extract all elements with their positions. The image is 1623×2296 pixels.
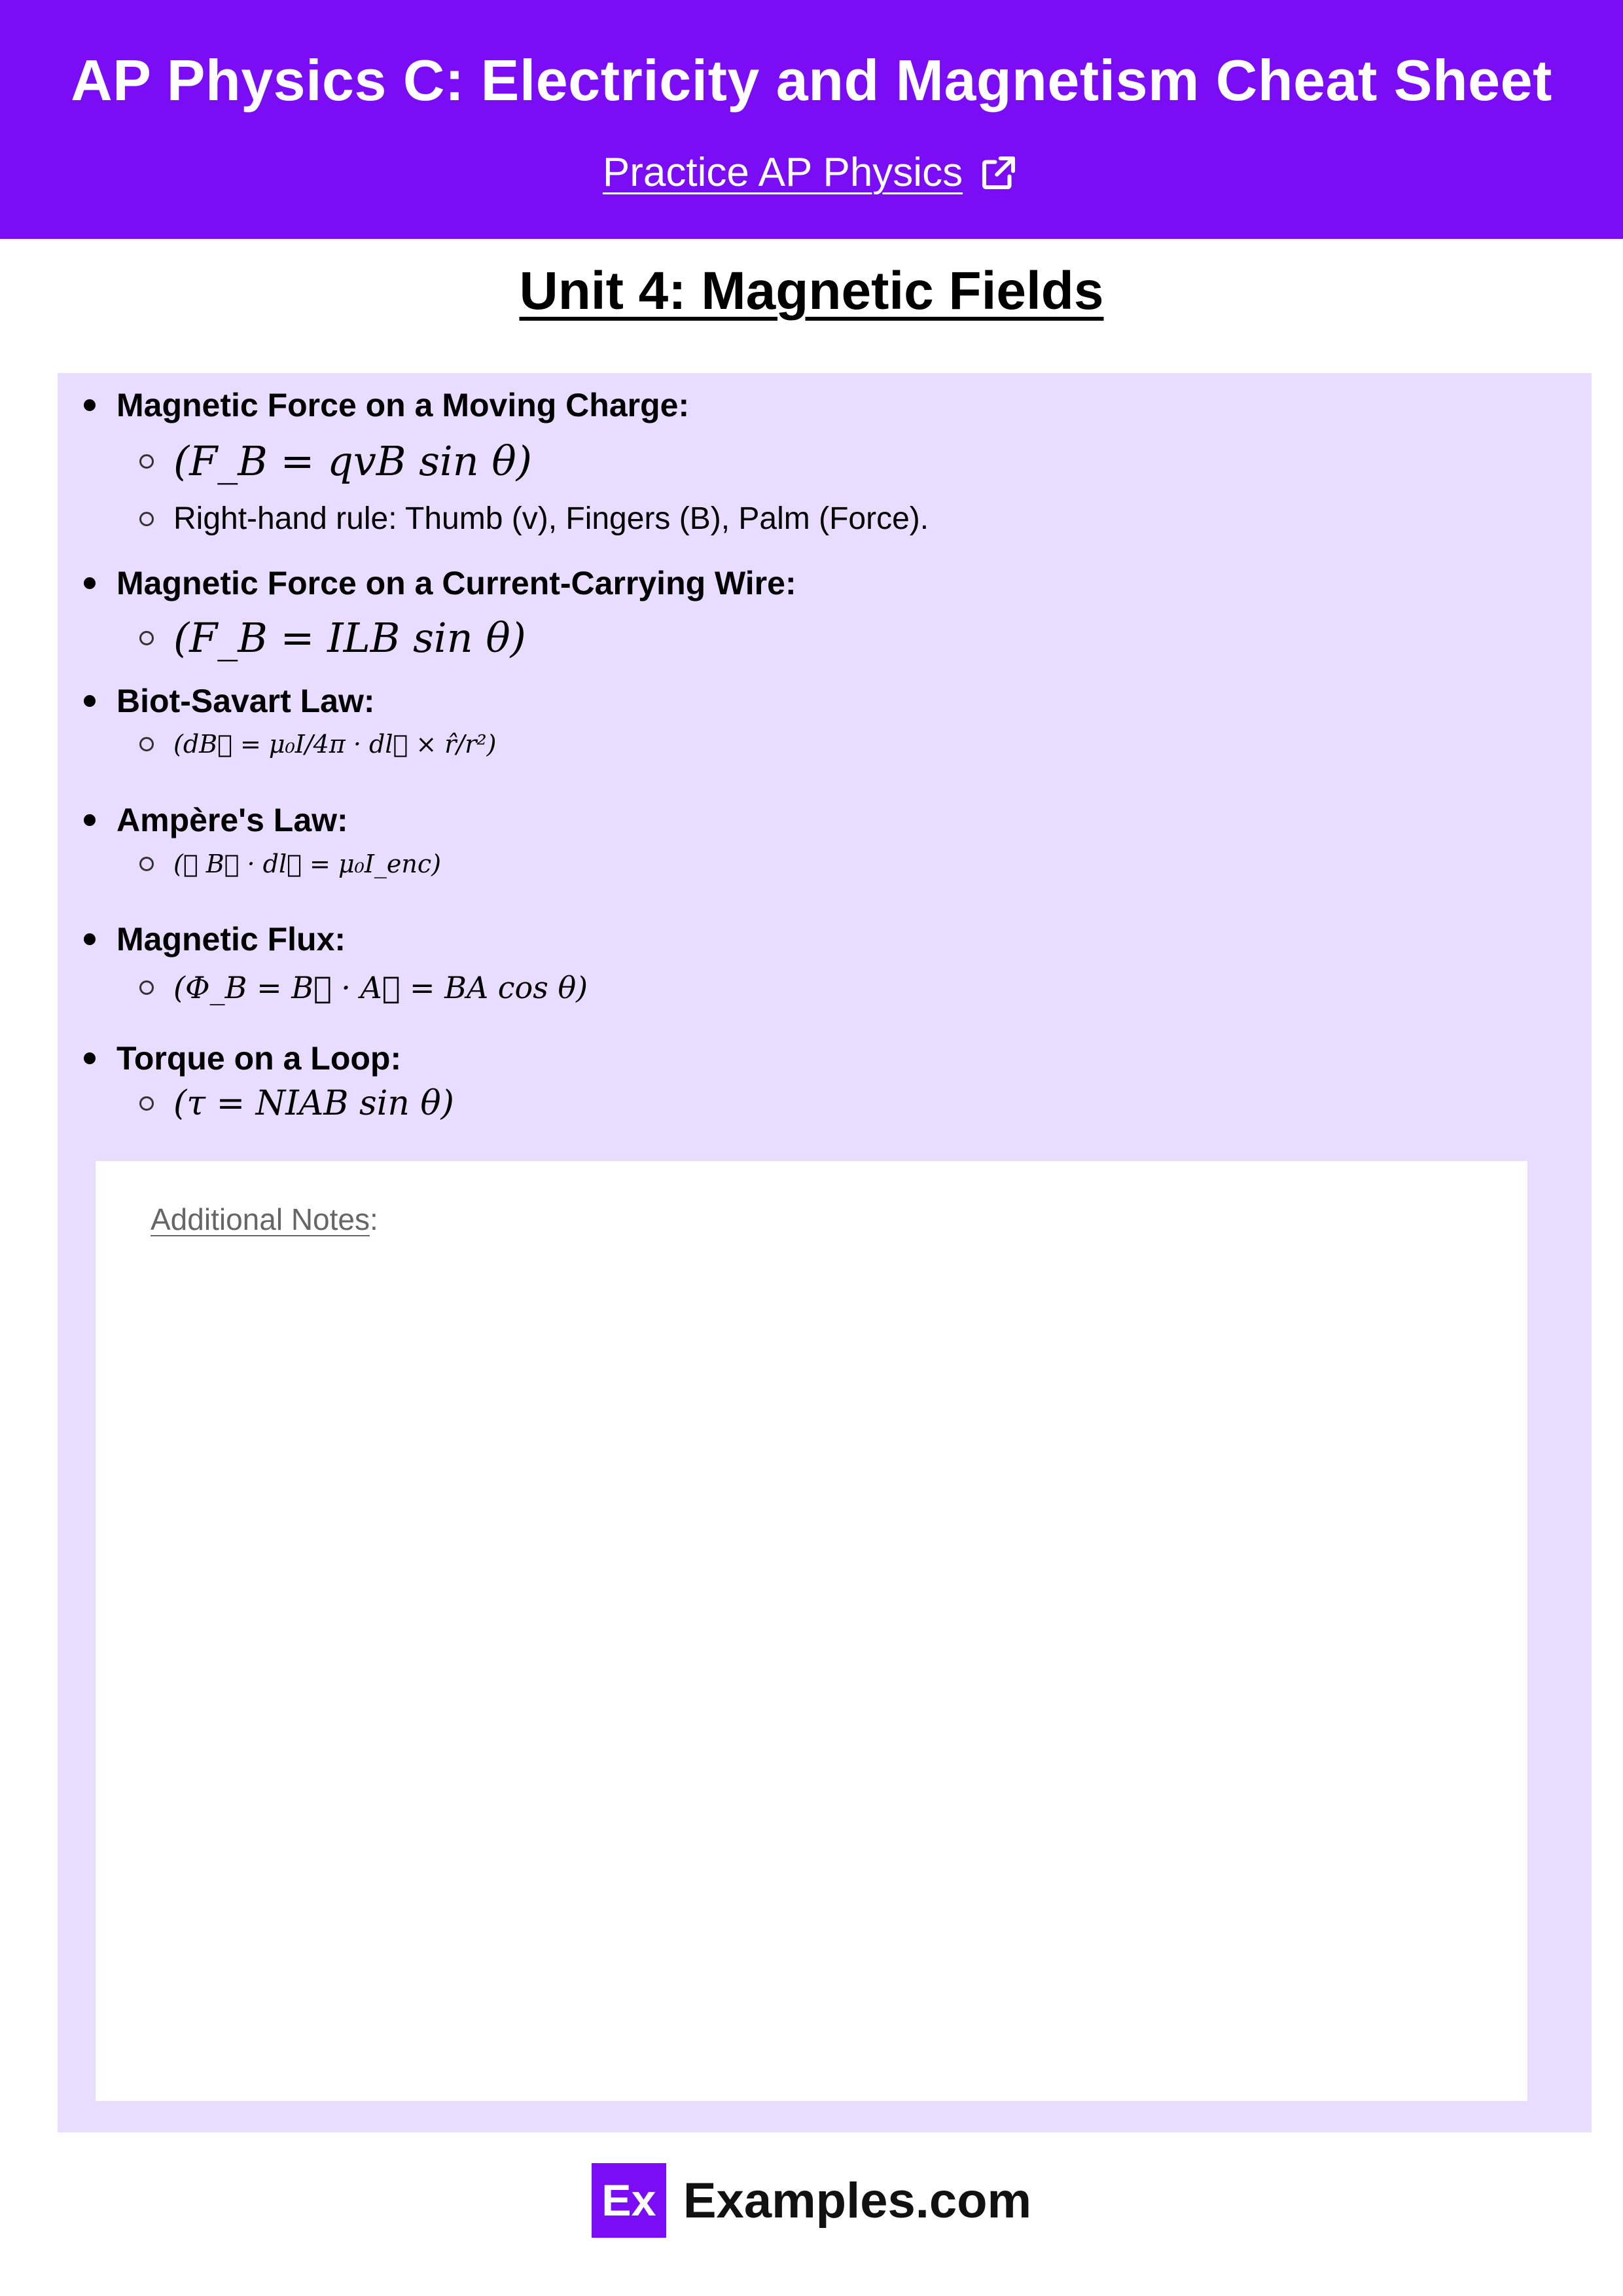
sub-bullet-icon [139, 454, 154, 469]
brand-name[interactable]: Examples.com [683, 2172, 1032, 2229]
notes-label-text: Additional Notes [151, 1202, 370, 1236]
bullet-icon [84, 399, 96, 411]
practice-link[interactable] [0, 149, 1623, 196]
page-title: AP Physics C: Electricity and Magnetism Cheat Sheet [71, 48, 1552, 113]
sub-bullet-icon [139, 857, 154, 871]
formula: (τ = NIAB sin θ) [173, 1084, 454, 1123]
topic-label: Magnetic Flux: [116, 921, 346, 958]
topic-biot-savart [84, 682, 375, 720]
notes-label-colon: : [369, 1202, 378, 1236]
footer [0, 2163, 1623, 2238]
content-panel [58, 373, 1592, 2132]
topic-label: Magnetic Force on a Current-Carrying Wire: [116, 565, 796, 601]
formula: (∮ B⃗ · dl⃗ = μ₀I_enc) [173, 850, 441, 878]
formula-row [139, 437, 532, 485]
unit-title-text: Unit 4: Magnetic Fields [519, 261, 1104, 321]
bullet-icon [84, 933, 96, 945]
formula-row [139, 1084, 454, 1123]
formula-row [139, 730, 496, 759]
formula-row [139, 970, 588, 1005]
topic-magnetic-force-wire [84, 564, 796, 602]
topic-magnetic-flux [84, 920, 346, 958]
sub-bullet-icon [139, 1096, 154, 1111]
sub-bullet-icon [139, 512, 154, 526]
formula: (F_B = ILB sin θ) [173, 614, 526, 662]
topic-label: Torque on a Loop: [116, 1040, 402, 1077]
bullet-icon [84, 577, 96, 589]
examples-logo[interactable] [592, 2163, 666, 2238]
sub-bullet-icon [139, 737, 154, 751]
topic-torque-loop [84, 1039, 401, 1077]
formula-row [139, 850, 441, 878]
topic-label: Ampère's Law: [116, 802, 348, 838]
additional-notes-box[interactable] [96, 1161, 1527, 2101]
logo-text: Ex [601, 2176, 656, 2225]
right-hand-rule-note: Right-hand rule: Thumb (v), Fingers (B), Palm (Force). [173, 501, 929, 536]
header [0, 0, 1623, 239]
practice-link-text[interactable]: Practice AP Physics [602, 150, 963, 195]
bullet-icon [84, 1052, 96, 1064]
external-link-icon[interactable] [977, 151, 1020, 194]
formula-row [139, 614, 526, 662]
formula: (Φ_B = B⃗ · A⃗ = BA cos θ) [173, 970, 588, 1005]
bullet-icon [84, 814, 96, 826]
additional-notes-label [151, 1202, 378, 1237]
formula: (dB⃗ = μ₀I/4π · dl⃗ × r̂/r²) [173, 730, 497, 759]
note-row [139, 501, 929, 537]
formula: (F_B = qvB sin θ) [173, 437, 532, 485]
topic-label: Magnetic Force on a Moving Charge: [116, 387, 690, 423]
bullet-icon [84, 695, 96, 707]
unit-title [0, 260, 1623, 322]
topic-magnetic-force-charge [84, 386, 689, 424]
sub-bullet-icon [139, 631, 154, 645]
topic-amperes-law [84, 801, 348, 839]
topic-label: Biot-Savart Law: [116, 683, 375, 719]
sub-bullet-icon [139, 980, 154, 995]
